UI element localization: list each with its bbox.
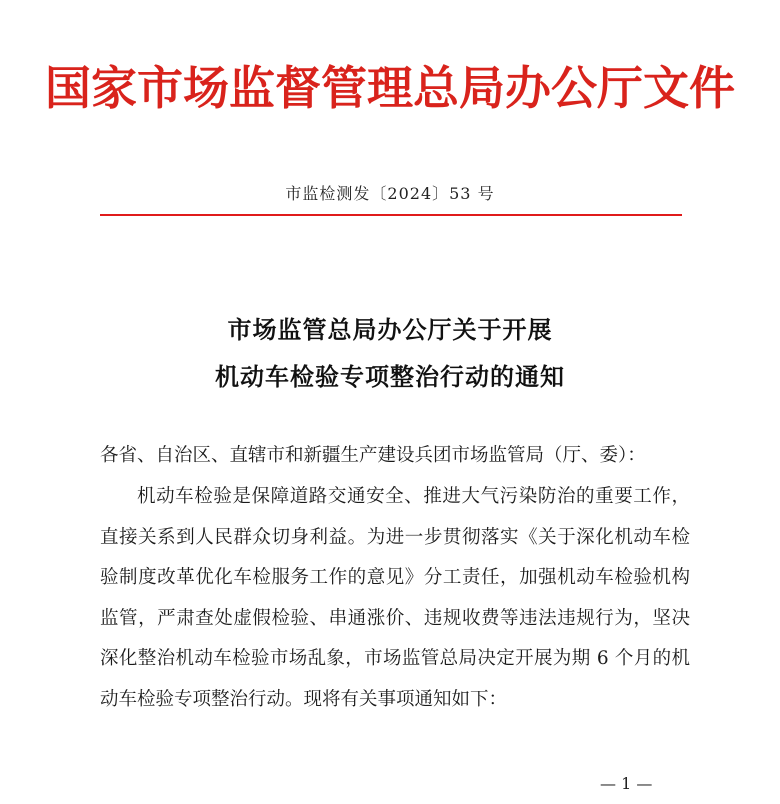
notice-title-line-1: 市场监管总局办公厅关于开展 [227,315,553,344]
addressee: 各省、自治区、直辖市和新疆生产建设兵团市场监管局（厅、委）： [100,445,646,466]
red-divider-line [100,214,682,216]
document-number: 市监检测发〔2024〕53 号 [285,184,495,203]
body-paragraph: 机动车检验是保障道路交通安全、推进大气污染防治的重要工作，直接关系到人民群众切身利益。为进一步贯彻落实《关于深化机动车检验制度改革优化车检服务工作的意见》分工责任，加强机动车检验机构监管，严肃查处虚假检验、串通涨价、违规收费等违法违规行为，坚决深化整治机动车检验市场乱象，市场监管总局决定开展为期 6 个月的机动车检验专项整治行动。现将有关事项通知如下： [100,486,690,710]
page-number: — 1 — [600,774,653,793]
notice-title-line-2: 机动车检验专项整治行动的通知 [215,362,565,391]
document-header-title: 国家市场监督管理总局办公厅文件 [45,61,735,115]
